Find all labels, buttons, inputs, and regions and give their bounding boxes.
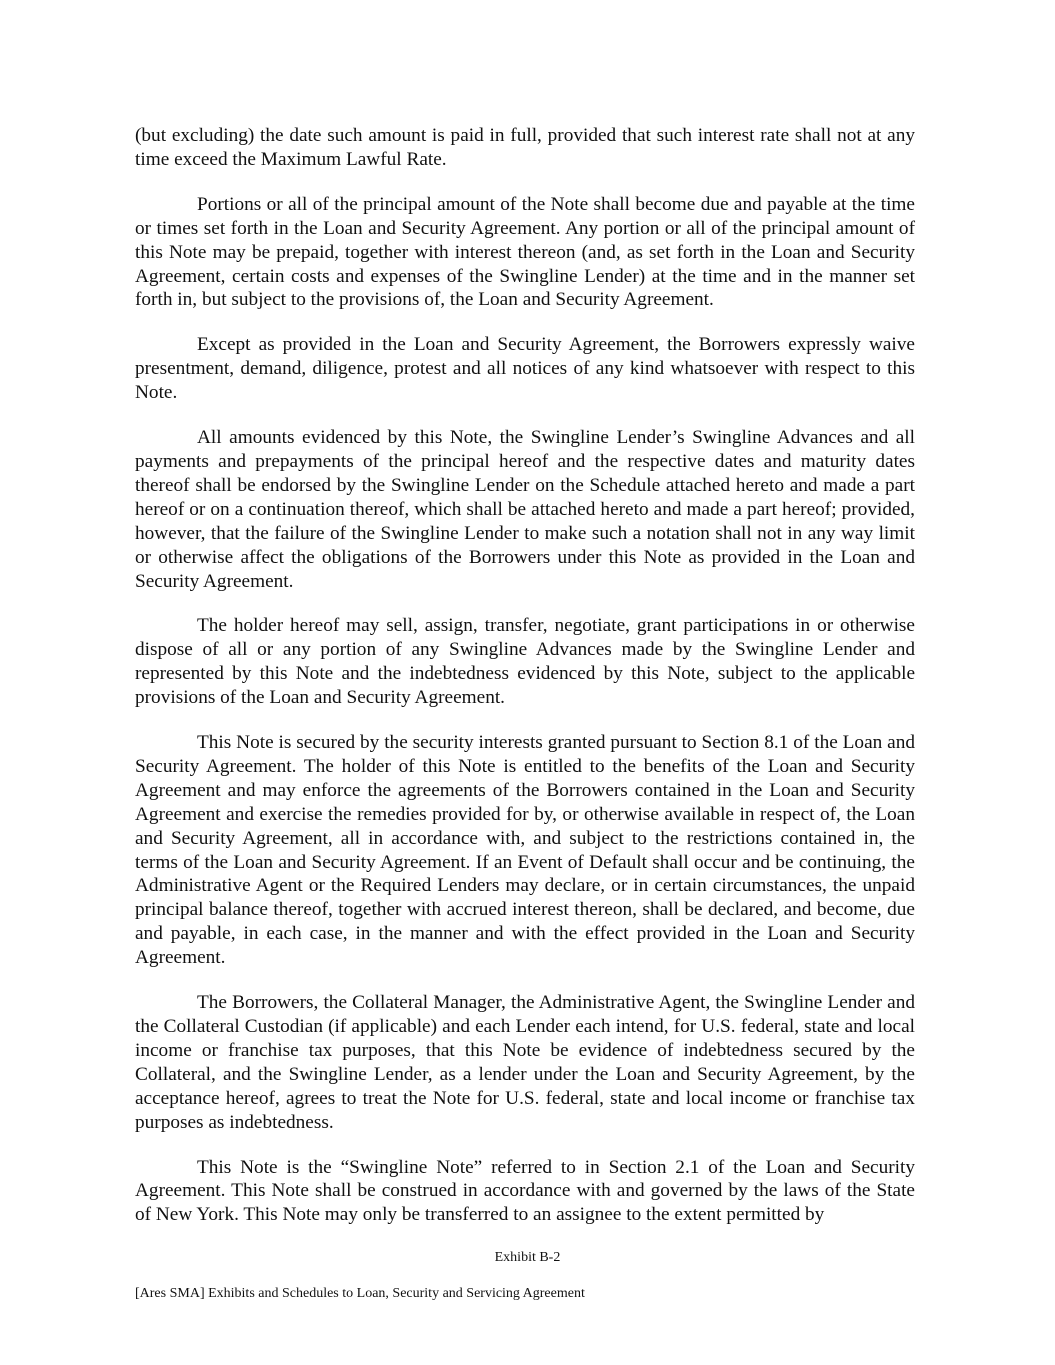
- paragraph-security: This Note is secured by the security interests granted pursuant to Section 8.1 of the Loan and Security Agreement. The holder of this Note is entitled to the benefits of the Loan and Security Agreement and may enforce the agreements of the Borrowers contained in the Loan and Security Agreement and exercise the remedies provided for by, or otherwise available in respect of, the Loan and Security Agreement, all in accordance with, and subject to the restrictions contained in, the terms of the Loan and Security Agreement. If an Event of Default shall occur and be continuing, the Administrative Agent or the Required Lenders may declare, or in certain circumstances, the unpaid principal balance thereof, together with accrued interest thereon, shall be declared, and become, due and payable, in each case, in the manner and with the effect provided in the Loan and Security Agreement.: [135, 732, 915, 969]
- exhibit-label: Exhibit B-2: [494, 1250, 561, 1265]
- paragraph-principal-payment: Portions or all of the principal amount of the Note shall become due and payable at the time or times set forth in the Loan and Security Agreement. Any portion or all of the principal amount of this Note may be prepaid, together with interest thereon (and, as set forth in the Loan and Security Agreement, certain costs and expenses of the Swingline Lender) at the time and in the manner set forth in, but subject to the provisions of, the Loan and Security Agreement.: [135, 193, 915, 311]
- page-footer: [Ares SMA] Exhibits and Schedules to Loan, Security and Servicing Agreement: [135, 1286, 585, 1301]
- paragraph-endorsement: All amounts evidenced by this Note, the Swingline Lender’s Swingline Advances and all payments and prepayments of the principal hereof and the respective dates and maturity dates thereof shall be endorsed by the Swingline Lender on the Schedule attached hereto and made a part hereof or on a continuation thereof, which shall be attached hereto and made a part hereof; provided, however, that the failure of the Swingline Lender to make such a notation shall not in any way limit or otherwise affect the obligations of the Borrowers under this Note as provided in the Loan and Security Agreement.: [135, 427, 915, 592]
- paragraph-assignment: The holder hereof may sell, assign, transfer, negotiate, grant participations in or otherwise dispose of all or any portion of any Swingline Advances made by the Swingline Lender and represented by this Note and the indebtedness evidenced by this Note, subject to the applicable provisions of the Loan and Security Agreement.: [135, 615, 915, 709]
- paragraph-tax-treatment: The Borrowers, the Collateral Manager, the Administrative Agent, the Swingline Lender and the Collateral Custodian (if applicable) and each Lender each intend, for U.S. federal, state and local income or franchise tax purposes, that this Note be evidence of indebtedness secured by the Collateral, and the Swingline Lender, as a lender under the Loan and Security Agreement, by the acceptance hereof, agrees to treat the Note for U.S. federal, state and local income or franchise tax purposes as indebtedness.: [135, 992, 915, 1133]
- paragraph-waiver: Except as provided in the Loan and Security Agreement, the Borrowers expressly waive presentment, demand, diligence, protest and all notices of any kind whatsoever with respect to this Note.: [135, 334, 915, 404]
- paragraph-governing-law: This Note is the “Swingline Note” referred to in Section 2.1 of the Loan and Security Agreement. This Note shall be construed in accordance with and governed by the laws of the State of New York. This Note may only be transferred to an assignee to the extent permitted by: [135, 1156, 915, 1226]
- paragraph-interest-continuation: (but excluding) the date such amount is paid in full, provided that such interest rate shall not at any time exceed the Maximum Lawful Rate.: [135, 125, 915, 170]
- document-body: [135, 124, 915, 1248]
